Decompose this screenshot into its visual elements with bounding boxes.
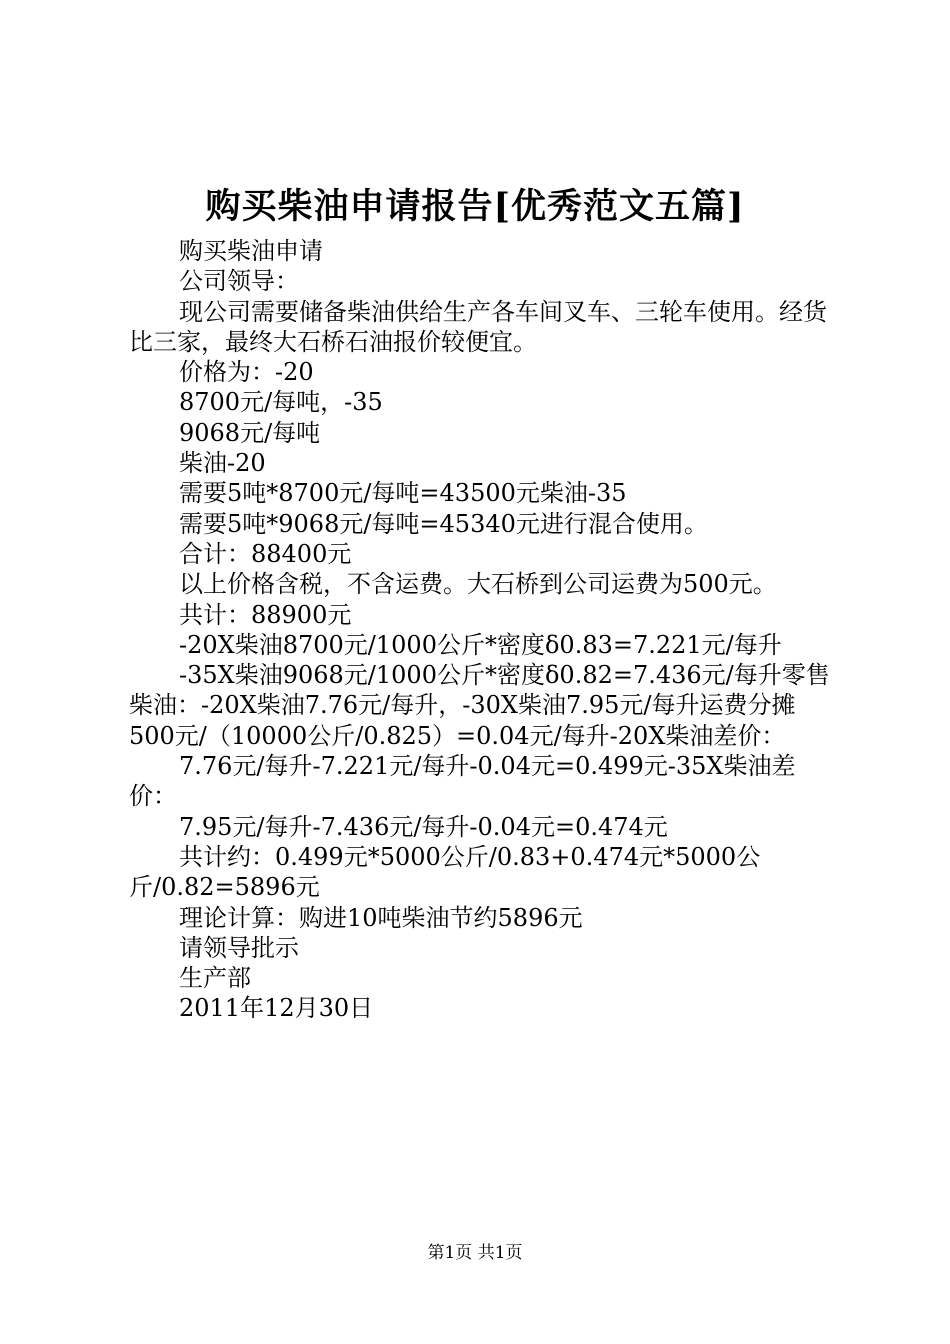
paragraph: 2011年12月30日 xyxy=(179,994,374,1023)
paragraph: 7.76元/每升-7.221元/每升-0.04元=0.499元-35X柴油差价： xyxy=(129,752,796,811)
paragraph: 共计约：0.499元*5000公斤/0.83+0.474元*5000公斤/0.82=5896元 xyxy=(129,842,761,902)
paragraph: 7.95元/每升-7.436元/每升-0.04元=0.474元 xyxy=(179,812,668,841)
page-footer: 第1页 共1页 xyxy=(427,1243,523,1263)
paragraph: -20X柴油8700元/1000公斤*密度δ0.83=7.221元/每升 xyxy=(179,630,782,659)
paragraph: 理论计算：购进10吨柴油节约5896元 xyxy=(179,903,583,932)
paragraph: 共计：88900元 xyxy=(179,600,352,629)
paragraph: 合计：88400元 xyxy=(179,539,352,568)
paragraph: 生产部 xyxy=(179,964,251,993)
paragraph: 8700元/每吨，-35 xyxy=(179,388,383,417)
paragraph: -35X柴油9068元/1000公斤*密度δ0.82=7.436元/每升零售柴油：-20X柴油7.76元/每升，-30X柴油7.95元/每升运费分摊500元/（10000公斤/0.825）=0.04元/每升-20X柴油差价： xyxy=(129,661,830,750)
paragraph: 价格为：-20 xyxy=(179,358,314,387)
document-body xyxy=(129,236,834,1024)
paragraph: 请领导批示 xyxy=(179,933,299,962)
paragraph: 公司领导： xyxy=(179,267,299,296)
paragraph: 9068元/每吨 xyxy=(179,418,321,447)
paragraph: 现公司需要储备柴油供给生产各车间叉车、三轮车使用。经货比三家，最终大石桥石油报价较便宜。 xyxy=(129,297,827,356)
paragraph: 需要5吨*9068元/每吨=45340元进行混合使用。 xyxy=(179,509,708,538)
paragraph: 柴油-20 xyxy=(179,449,266,478)
document-title: 购买柴油申请报告[优秀范文五篇] xyxy=(205,186,745,227)
paragraph: 需要5吨*8700元/每吨=43500元柴油-35 xyxy=(179,479,627,508)
paragraph: 购买柴油申请 xyxy=(179,237,323,265)
paragraph: 以上价格含税，不含运费。大石桥到公司运费为500元。 xyxy=(179,570,777,599)
